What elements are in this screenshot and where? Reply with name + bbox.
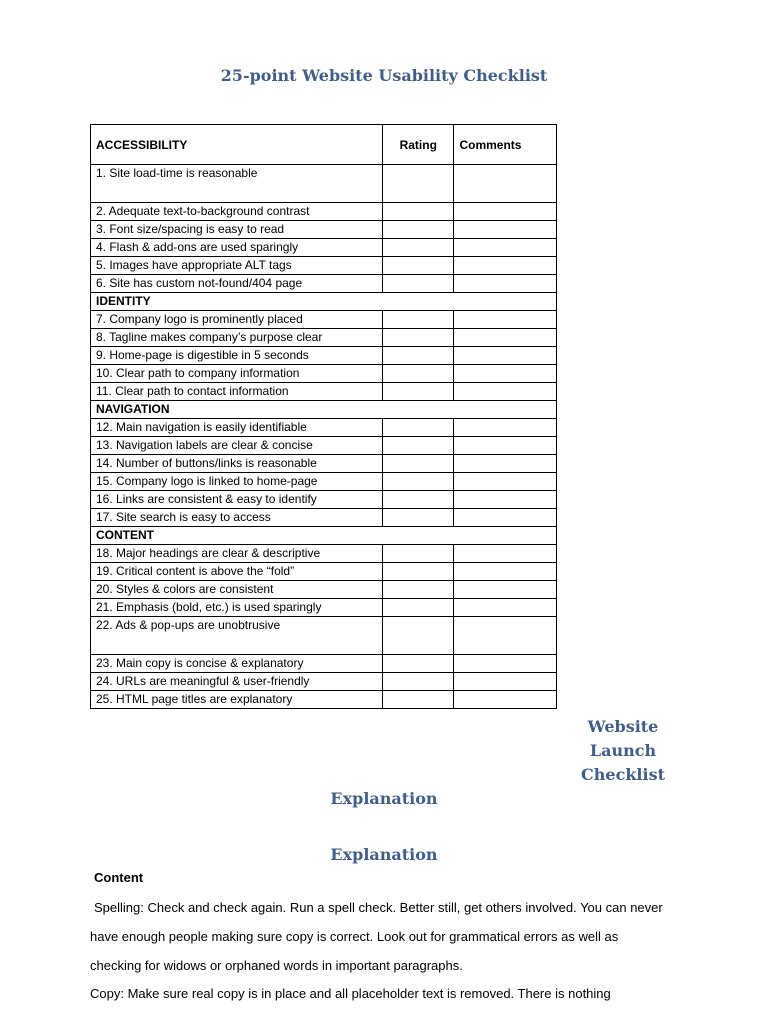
rating-cell[interactable] (383, 545, 454, 563)
rating-cell[interactable] (383, 419, 454, 437)
rating-cell[interactable] (383, 383, 454, 401)
checklist-row (91, 419, 557, 437)
checklist-item-label: 18. Major headings are clear & descriptive (91, 545, 383, 563)
checklist-row (91, 599, 557, 617)
checklist-item-label: 3. Font size/spacing is easy to read (91, 221, 383, 239)
rating-cell[interactable] (383, 239, 454, 257)
section-label: IDENTITY (91, 293, 557, 311)
checklist-row (91, 239, 557, 257)
rating-cell[interactable] (383, 581, 454, 599)
checklist-item-label: 23. Main copy is concise & explanatory (91, 655, 383, 673)
comments-cell[interactable] (454, 383, 557, 401)
checklist-item-label: 10. Clear path to company information (91, 365, 383, 383)
rating-cell[interactable] (383, 437, 454, 455)
checklist-row (91, 365, 557, 383)
checklist-item-label: 4. Flash & add-ons are used sparingly (91, 239, 383, 257)
checklist-item-label: 6. Site has custom not-found/404 page (91, 275, 383, 293)
checklist-row (91, 655, 557, 673)
header-rating: Rating (383, 125, 454, 165)
section-row (91, 293, 557, 311)
rating-cell[interactable] (383, 221, 454, 239)
checklist-row (91, 509, 557, 527)
checklist-item-label: 8. Tagline makes company’s purpose clear (91, 329, 383, 347)
comments-cell[interactable] (454, 221, 557, 239)
rating-cell[interactable] (383, 165, 454, 203)
comments-cell[interactable] (454, 581, 557, 599)
comments-cell[interactable] (454, 491, 557, 509)
comments-cell[interactable] (454, 257, 557, 275)
checklist-item-label: 20. Styles & colors are consistent (91, 581, 383, 599)
rating-cell[interactable] (383, 655, 454, 673)
rating-cell[interactable] (383, 599, 454, 617)
comments-cell[interactable] (454, 437, 557, 455)
rating-cell[interactable] (383, 365, 454, 383)
comments-cell[interactable] (454, 599, 557, 617)
side-title-line: Launch (589, 741, 657, 760)
checklist-row (91, 491, 557, 509)
checklist-row (91, 347, 557, 365)
rating-cell[interactable] (383, 329, 454, 347)
section-label: CONTENT (91, 527, 557, 545)
checklist-row (91, 691, 557, 709)
comments-cell[interactable] (454, 239, 557, 257)
rating-cell[interactable] (383, 563, 454, 581)
checklist-item-label: 12. Main navigation is easily identifiable (91, 419, 383, 437)
checklist-item-label: 22. Ads & pop-ups are unobtrusive (91, 617, 383, 655)
checklist-item-label: 15. Company logo is linked to home-page (91, 473, 383, 491)
checklist-row (91, 165, 557, 203)
checklist-item-label: 13. Navigation labels are clear & concise (91, 437, 383, 455)
checklist-item-label: 1. Site load-time is reasonable (91, 165, 383, 203)
checklist-item-label: 11. Clear path to contact information (91, 383, 383, 401)
rating-cell[interactable] (383, 257, 454, 275)
rating-cell[interactable] (383, 275, 454, 293)
checklist-row (91, 221, 557, 239)
comments-cell[interactable] (454, 165, 557, 203)
comments-cell[interactable] (454, 509, 557, 527)
checklist-item-label: 14. Number of buttons/links is reasonable (91, 455, 383, 473)
checklist-row (91, 275, 557, 293)
comments-cell[interactable] (454, 203, 557, 221)
comments-cell[interactable] (454, 473, 557, 491)
rating-cell[interactable] (383, 673, 454, 691)
comments-cell[interactable] (454, 545, 557, 563)
rating-cell[interactable] (383, 691, 454, 709)
comments-cell[interactable] (454, 455, 557, 473)
checklist-row (91, 455, 557, 473)
checklist-item-label: 25. HTML page titles are explanatory (91, 691, 383, 709)
checklist-item-label: 9. Home-page is digestible in 5 seconds (91, 347, 383, 365)
checklist-item-label: 17. Site search is easy to access (91, 509, 383, 527)
rating-cell[interactable] (383, 311, 454, 329)
checklist-row (91, 617, 557, 655)
comments-cell[interactable] (454, 347, 557, 365)
checklist-row (91, 673, 557, 691)
side-title-line: Website (587, 717, 659, 736)
header-section-accessibility: ACCESSIBILITY (91, 125, 383, 165)
comments-cell[interactable] (454, 655, 557, 673)
comments-cell[interactable] (454, 419, 557, 437)
side-title (572, 715, 674, 787)
comments-cell[interactable] (454, 275, 557, 293)
rating-cell[interactable] (383, 473, 454, 491)
checklist-item-label: 19. Critical content is above the “fold” (91, 563, 383, 581)
usability-checklist-table (90, 124, 557, 709)
comments-cell[interactable] (454, 617, 557, 655)
comments-cell[interactable] (454, 691, 557, 709)
side-title-line: Checklist (581, 765, 665, 784)
paragraph-copy: Copy: Make sure real copy is in place and all placeholder text is removed. There is nothing (90, 986, 611, 1001)
table-header-row (91, 125, 557, 165)
comments-cell[interactable] (454, 673, 557, 691)
rating-cell[interactable] (383, 347, 454, 365)
checklist-row (91, 545, 557, 563)
rating-cell[interactable] (383, 509, 454, 527)
comments-cell[interactable] (454, 365, 557, 383)
checklist-row (91, 311, 557, 329)
checklist-item-label: 21. Emphasis (bold, etc.) is used sparingly (91, 599, 383, 617)
document-title: 25-point Website Usability Checklist (220, 66, 548, 85)
checklist-row (91, 563, 557, 581)
explanation-heading: Explanation (330, 845, 438, 864)
content-heading: Content (94, 870, 144, 885)
rating-cell[interactable] (383, 455, 454, 473)
header-comments: Comments (454, 125, 557, 165)
checklist-item-label: 7. Company logo is prominently placed (91, 311, 383, 329)
checklist-item-label: 5. Images have appropriate ALT tags (91, 257, 383, 275)
checklist-row (91, 203, 557, 221)
checklist-item-label: 24. URLs are meaningful & user-friendly (91, 673, 383, 691)
comments-cell[interactable] (454, 329, 557, 347)
checklist-row (91, 437, 557, 455)
comments-cell[interactable] (454, 563, 557, 581)
checklist-row (91, 383, 557, 401)
checklist-item-label: 16. Links are consistent & easy to identify (91, 491, 383, 509)
section-row (91, 401, 557, 419)
section-label: NAVIGATION (91, 401, 557, 419)
checklist-row (91, 581, 557, 599)
explanation-heading: Explanation (330, 789, 438, 808)
paragraph-spelling: Spelling: Check and check again. Run a spell check. Better still, get others involved. You can never have enough people making sure copy is correct. Look out for grammatical errors as well as checking for widows or orphaned words in important paragraphs. (90, 900, 663, 973)
checklist-item-label: 2. Adequate text-to-background contrast (91, 203, 383, 221)
rating-cell[interactable] (383, 617, 454, 655)
checklist-row (91, 473, 557, 491)
section-row (91, 527, 557, 545)
rating-cell[interactable] (383, 491, 454, 509)
checklist-row (91, 329, 557, 347)
rating-cell[interactable] (383, 203, 454, 221)
comments-cell[interactable] (454, 311, 557, 329)
checklist-row (91, 257, 557, 275)
